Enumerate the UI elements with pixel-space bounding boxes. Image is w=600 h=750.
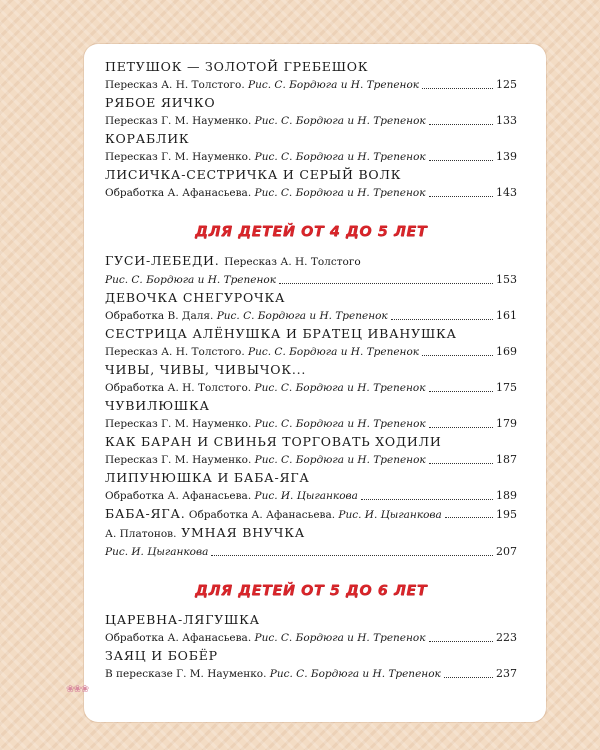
page-number: 133 (496, 114, 517, 127)
entry-title: ЗАЯЦ И БОБЁР (105, 648, 218, 663)
leader-dots (211, 555, 493, 556)
leader-dots (429, 124, 493, 125)
page-number: 175 (496, 381, 517, 394)
toc-entry[interactable] (105, 94, 517, 130)
leader-dots (422, 355, 493, 356)
toc-entry[interactable] (105, 647, 517, 683)
toc-entry[interactable] (105, 433, 517, 469)
entry-title: ЧУВИЛЮШКА (105, 398, 210, 413)
page-number: 195 (496, 508, 517, 521)
page-number: 169 (496, 345, 517, 358)
leader-dots (429, 641, 493, 642)
page-number: 223 (496, 631, 517, 644)
entry-credit: Обработка А. Н. Толстого. Рис. С. Бордюга и Н. Трепенок (105, 382, 426, 394)
section-heading: ДЛЯ ДЕТЕЙ ОТ 4 ДО 5 ЛЕТ (194, 224, 428, 240)
leader-dots (429, 160, 493, 161)
entry-title: КАК БАРАН И СВИНЬЯ ТОРГОВАТЬ ХОДИЛИ (105, 434, 442, 449)
entry-title: ЧИВЫ, ЧИВЫ, ЧИВЫЧОК... (105, 362, 307, 377)
page-number: 153 (496, 273, 517, 286)
page-number: 139 (496, 150, 517, 163)
leader-dots (361, 499, 493, 500)
page-number: 207 (496, 545, 517, 558)
leader-dots (429, 427, 493, 428)
page-number: 125 (496, 78, 517, 91)
toc-entry[interactable]: БАБА-ЯГА. Обработка А. Афанасьева. Рис. И. Цыганкова 195 (105, 505, 517, 524)
toc-entry[interactable] (105, 289, 517, 325)
page-number: 189 (496, 489, 517, 502)
leader-dots (429, 391, 493, 392)
toc-entry[interactable] (105, 252, 517, 289)
entry-title: ЦАРЕВНА-ЛЯГУШКА (105, 612, 260, 627)
entry-title: СЕСТРИЦА АЛЁНУШКА И БРАТЕЦ ИВАНУШКА (105, 326, 457, 341)
page-number: 179 (496, 417, 517, 430)
entry-credit: Пересказ Г. М. Науменко. Рис. С. Бордюга и Н. Трепенок (105, 418, 426, 430)
toc-entry[interactable] (105, 397, 517, 433)
leader-dots (429, 463, 493, 464)
toc-entry[interactable] (105, 361, 517, 397)
toc-entry[interactable] (105, 469, 517, 505)
entry-credit: Рис. С. Бордюга и Н. Трепенок (105, 274, 277, 286)
entry-title: РЯБОЕ ЯИЧКО (105, 95, 216, 110)
leader-dots (444, 677, 493, 678)
leader-dots (445, 517, 493, 518)
toc-entry[interactable] (105, 166, 517, 202)
toc-entry[interactable] (105, 611, 517, 647)
entry-title: ЛИСИЧКА-СЕСТРИЧКА И СЕРЫЙ ВОЛК (105, 167, 402, 182)
entry-credit: Пересказ Г. М. Науменко. Рис. С. Бордюга и Н. Трепенок (105, 454, 426, 466)
entry-title: ДЕВОЧКА СНЕГУРОЧКА (105, 290, 286, 305)
entry-title: ЛИПУНЮШКА И БАБА-ЯГА (105, 470, 310, 485)
leader-dots (422, 88, 493, 89)
entry-title: ПЕТУШОК — ЗОЛОТОЙ ГРЕБЕШОК (105, 59, 369, 74)
entry-credit: Пересказ Г. М. Науменко. Рис. С. Бордюга и Н. Трепенок (105, 151, 426, 163)
leader-dots (391, 319, 493, 320)
entry-credit: Пересказ А. Н. Толстого. Рис. С. Бордюга и Н. Трепенок (105, 346, 420, 358)
entry-credit: Обработка В. Даля. Рис. С. Бордюга и Н. Трепенок (105, 310, 388, 322)
entry-title: ГУСИ-ЛЕБЕДИ. Пересказ А. Н. Толстого (105, 253, 361, 268)
leader-dots (429, 196, 493, 197)
entry-credit: Обработка А. Афанасьева. Рис. И. Цыганкова (105, 490, 358, 502)
entry-credit: В пересказе Г. М. Науменко. Рис. С. Бордюга и Н. Трепенок (105, 668, 441, 680)
entry-title: А. Платонов. УМНАЯ ВНУЧКА (105, 525, 305, 540)
page-number: 161 (496, 309, 517, 322)
decorative-ornament-icon: ❀❀❀ (66, 684, 89, 695)
toc-entry[interactable] (105, 524, 517, 561)
entry-credit: Пересказ А. Н. Толстого. Рис. С. Бордюга и Н. Трепенок (105, 79, 420, 91)
entry-title: БАБА-ЯГА. (105, 506, 186, 521)
entry-credit: Рис. И. Цыганкова (105, 546, 209, 558)
leader-dots (279, 283, 493, 284)
toc-entry[interactable] (105, 58, 517, 94)
page-number: 143 (496, 186, 517, 199)
entry-credit: Пересказ Г. М. Науменко. Рис. С. Бордюга и Н. Трепенок (105, 115, 426, 127)
section-heading: ДЛЯ ДЕТЕЙ ОТ 5 ДО 6 ЛЕТ (194, 583, 428, 599)
entry-title: КОРАБЛИК (105, 131, 190, 146)
entry-credit: Обработка А. Афанасьева. (188, 509, 336, 521)
toc-entry[interactable] (105, 325, 517, 361)
toc-entry[interactable] (105, 130, 517, 166)
page-number: 187 (496, 453, 517, 466)
table-of-contents (105, 58, 517, 683)
entry-credit: Обработка А. Афанасьева. Рис. С. Бордюга и Н. Трепенок (105, 632, 426, 644)
entry-credit: Обработка А. Афанасьева. Рис. С. Бордюга и Н. Трепенок (105, 187, 426, 199)
page-number: 237 (496, 667, 517, 680)
